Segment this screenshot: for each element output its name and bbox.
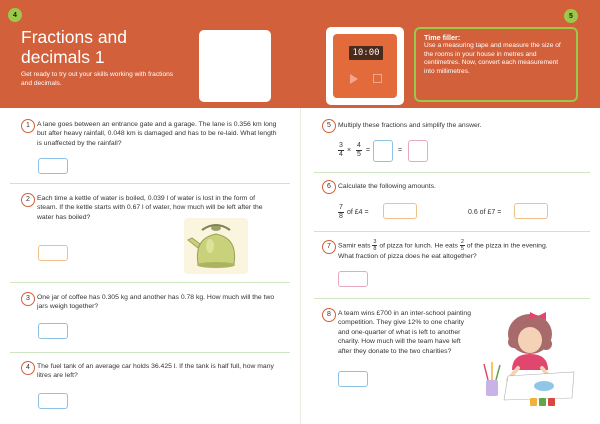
title-line-1: Fractions and <box>21 27 128 47</box>
fraction-numerator: 3 <box>339 142 343 150</box>
timer-icon <box>333 34 397 98</box>
fraction-numerator: 7 <box>339 204 343 212</box>
page-number-left: 4 <box>8 8 22 22</box>
fraction-3-8 <box>372 239 377 252</box>
question-number-1: 1 <box>21 119 35 133</box>
painting-girl-illustration <box>478 310 578 410</box>
time-filler-text: Use a measuring tape and measure the size of the rooms in your house in metres and centimetres. Now, convert each measurement into millimetres. <box>424 42 561 75</box>
kettle-illustration <box>180 216 252 278</box>
title-line-2: decimals 1 <box>21 47 105 67</box>
stop-icon <box>373 74 382 83</box>
question-7-part-2: of pizza for lunch. He eats <box>379 242 458 250</box>
answer-box-1[interactable] <box>38 158 68 174</box>
fraction-7-8 <box>338 204 344 222</box>
answer-box-5b[interactable] <box>408 140 428 162</box>
page-title <box>21 27 127 67</box>
page-gutter <box>300 108 301 424</box>
answer-box-6a[interactable] <box>383 203 417 219</box>
equals-sign: = <box>366 147 371 154</box>
answer-box-6b[interactable] <box>514 203 548 219</box>
answer-box-7[interactable] <box>338 271 368 287</box>
answer-box-4[interactable] <box>38 393 68 409</box>
of-amount-label: of £4 = <box>347 209 369 216</box>
time-filler-box <box>414 27 578 102</box>
timer-display: 10:00 <box>349 46 383 60</box>
fraction-numerator: 3 <box>373 239 377 245</box>
question-8-text: A team wins £700 in an inter-school painting competition. They give 12% to one charity and one-quarter of what is left to another charity. How much will the team have left after they donate to the two charities? <box>338 310 471 355</box>
time-filler-title: Time filler: <box>424 33 461 42</box>
decimal-amount-label: 0.6 of £7 = <box>468 209 502 216</box>
question-5-text: Multiply these fractions and simplify the answer. <box>338 122 482 129</box>
fraction-numerator: 2 <box>460 239 464 245</box>
separator <box>314 298 590 299</box>
equals-sign: = <box>398 147 403 154</box>
question-3-text: One jar of coffee has 0.305 kg and another has 0.78 kg. How much will the two jars weigh together? <box>37 294 275 311</box>
intro-text: Get ready to try out your skills working with fractions and decimals. <box>21 71 174 87</box>
question-6-text: Calculate the following amounts. <box>338 183 436 190</box>
timer-box <box>326 27 404 105</box>
question-7-part-1: Samir eats <box>338 242 371 250</box>
question-number-7: 7 <box>322 240 336 254</box>
question-1-text: A lane goes between an entrance gate and a garage. The lane is 0.356 km long but after heavy rainfall, 0.048 km is damaged and has to be re-laid. What length is unaffected by the rainfall? <box>37 121 277 147</box>
play-icon <box>350 74 358 84</box>
question-number-5: 5 <box>322 119 336 133</box>
question-number-3: 3 <box>21 292 35 306</box>
header-band <box>0 0 600 108</box>
separator <box>10 352 290 353</box>
answer-box-2[interactable] <box>38 245 68 261</box>
question-7-part-3: of the pizza in the evening. <box>466 242 548 250</box>
question-2-text: Each time a kettle of water is boiled, 0.039 l of water is lost in the form of steam. If the kettle starts with 0.67 l of water, how much will be left after the water has boiled? <box>37 195 263 221</box>
fraction-numerator: 4 <box>357 142 361 150</box>
answer-box-8[interactable] <box>338 371 368 387</box>
times-sign: × <box>347 147 352 154</box>
fraction-3-4 <box>338 142 344 160</box>
question-number-4: 4 <box>21 361 35 375</box>
fraction-denominator: 5 <box>460 246 464 252</box>
fraction-denominator: 5 <box>357 151 361 159</box>
question-number-2: 2 <box>21 193 35 207</box>
answer-box-3[interactable] <box>38 323 68 339</box>
fraction-denominator: 4 <box>339 151 343 159</box>
question-7-part-4: What fraction of pizza does he eat altogether? <box>338 253 477 260</box>
separator <box>10 183 290 184</box>
page-number-right: 5 <box>564 9 578 23</box>
separator <box>10 282 290 283</box>
question-number-6: 6 <box>322 180 336 194</box>
fraction-2-5 <box>460 239 465 252</box>
separator <box>314 231 590 232</box>
fraction-4-5 <box>356 142 362 160</box>
photo-placeholder <box>199 30 271 102</box>
fraction-denominator: 8 <box>339 213 343 221</box>
question-7-text <box>338 239 588 261</box>
fraction-denominator: 8 <box>373 246 377 252</box>
question-4-text: The fuel tank of an average car holds 36.425 l. If the tank is half full, how many litres are left? <box>37 363 274 380</box>
question-number-8: 8 <box>322 308 336 322</box>
answer-box-5a[interactable] <box>373 140 393 162</box>
separator <box>314 172 590 173</box>
